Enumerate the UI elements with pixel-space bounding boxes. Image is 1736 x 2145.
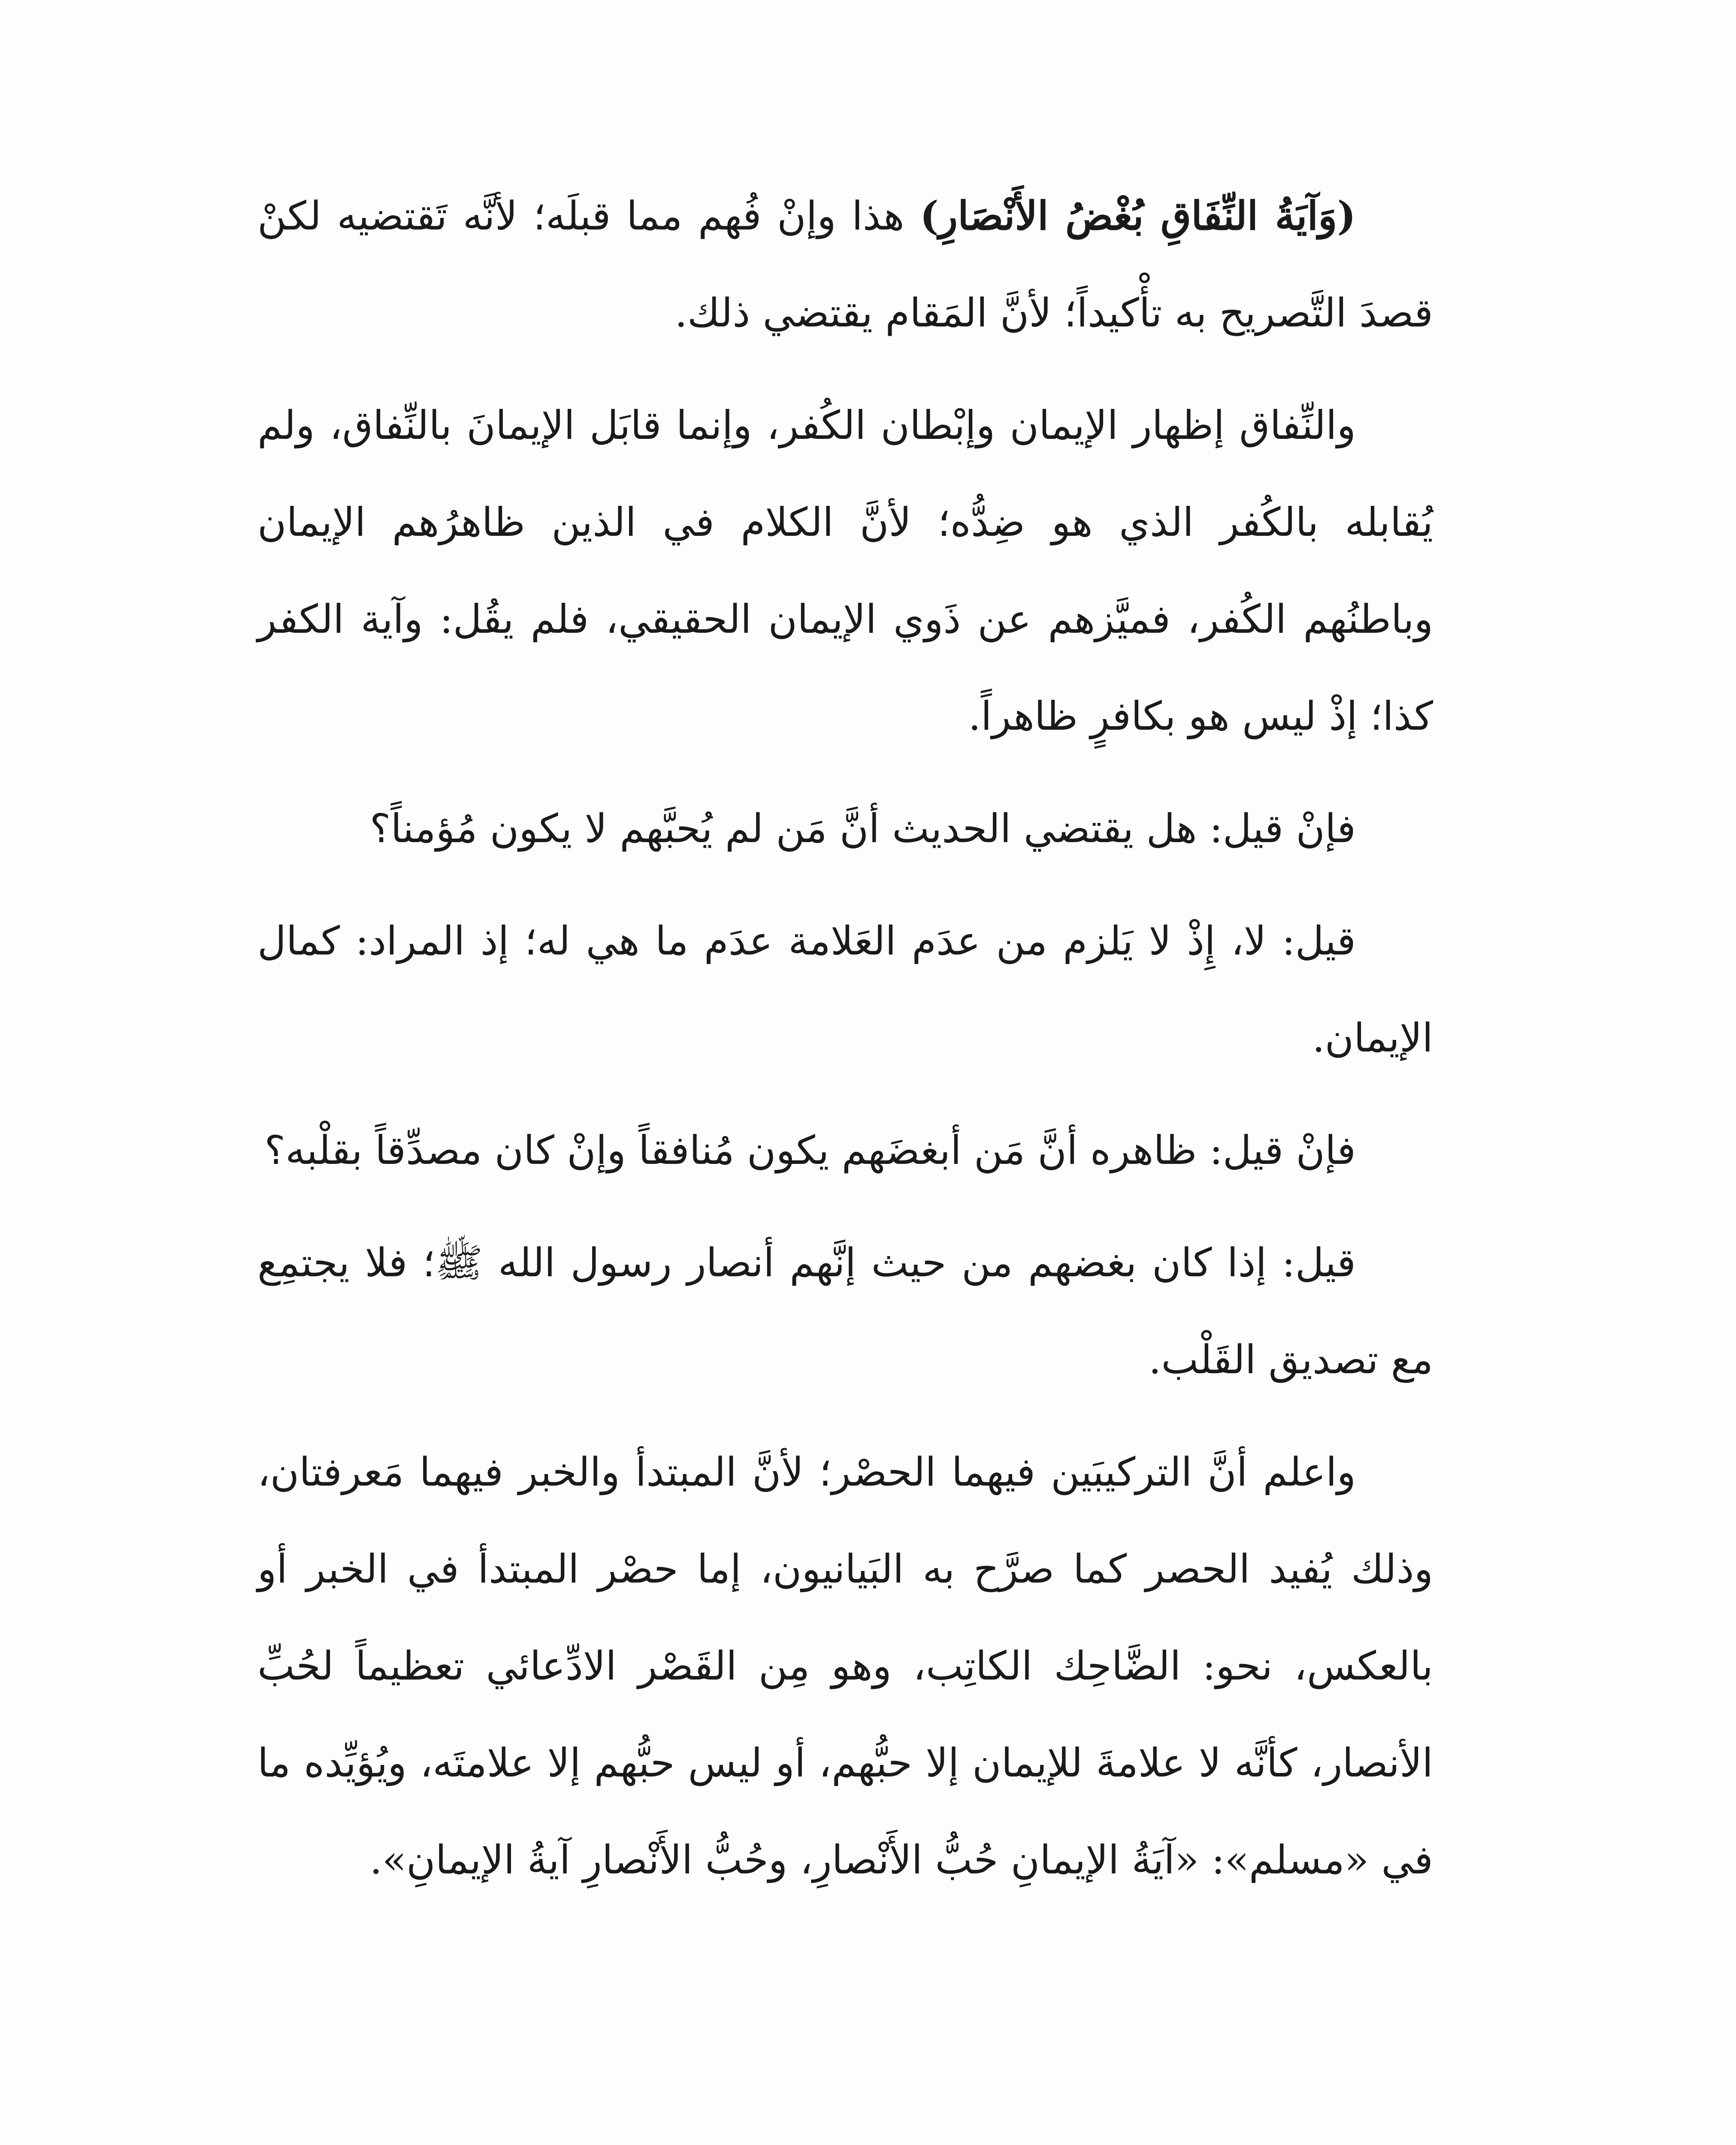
paragraph-text: هذا وإنْ فُهم مما قبلَه؛ لأنَّه تَقتضيه لكنْ قصدَ التَّصريح به تأْكيداً؛ لأنَّ المَقام يقتضي ذلك.: [257, 193, 1433, 336]
paragraph-text: فإنْ قيل: ظاهره أنَّ مَن أبغضَهم يكون مُنافقاً وإنْ كان مصدِّقاً بقلْبه؟: [264, 1127, 1356, 1173]
paragraph-6: [257, 1214, 1433, 1408]
paragraph-text: فإنْ قيل: هل يقتضي الحديث أنَّ مَن لم يُحبَّهم لا يكون مُؤمناً؟: [369, 806, 1356, 852]
paragraph-text: واعلم أنَّ التركيبَين فيهما الحصْر؛ لأنَّ المبتدأ والخبر فيهما مَعرفتان، وذلك يُفيد الحصر كما صرَّح به البَيانيون، إما حصْر المبتدأ في الخبر أو بالعكس، نحو: الضَّاحِك الكاتِب، وهو مِن القَصْر الادِّعائي تعظيماً لحُبِّ الأنصار، كأنَّه لا علامةَ للإيمان إلا حبُّهم، أو ليس حبُّهم إلا علامتَه، ويُؤيِّده ما في «مسلم»: «آيَةُ الإيمانِ حُبُّ الأَنْصارِ، وحُبُّ الأَنْصارِ آيةُ الإيمانِ».: [257, 1449, 1433, 1883]
hadith-lead: (وَآيَةُ النِّفَاقِ بُغْضُ الأَنْصَارِ): [920, 193, 1356, 239]
paragraph-5: [257, 1102, 1433, 1199]
paragraph-text: قيل: إذا كان بغضهم من حيث إنَّهم أنصار رسول الله ﷺ؛ فلا يجتمِع مع تصديق القَلْب.: [257, 1240, 1433, 1383]
paragraph-4: [257, 893, 1433, 1087]
paragraph-7: [257, 1424, 1433, 1909]
paragraph-text: قيل: لا، إِذْ لا يَلزم من عدَم العَلامة عدَم ما هي له؛ إذ المراد: كمال الإيمان.: [257, 918, 1433, 1061]
body-text: [257, 167, 1433, 1924]
paragraph-2: [257, 377, 1433, 765]
paragraph-text: والنِّفاق إظهار الإيمان وإبْطان الكُفر، وإنما قابَل الإيمانَ بالنِّفاق، ولم يُقابله بالكُفر الذي هو ضِدُّه؛ لأنَّ الكلام في الذين ظاهرُهم الإيمان وباطنُهم الكُفر، فميَّزهم عن ذَوي الإيمان الحقيقي، فلم يقُل: وآية الكفر كذا؛ إذْ ليس هو بكافرٍ ظاهراً.: [257, 402, 1433, 739]
paragraph-3: [257, 780, 1433, 877]
paragraph-1: [257, 167, 1433, 362]
